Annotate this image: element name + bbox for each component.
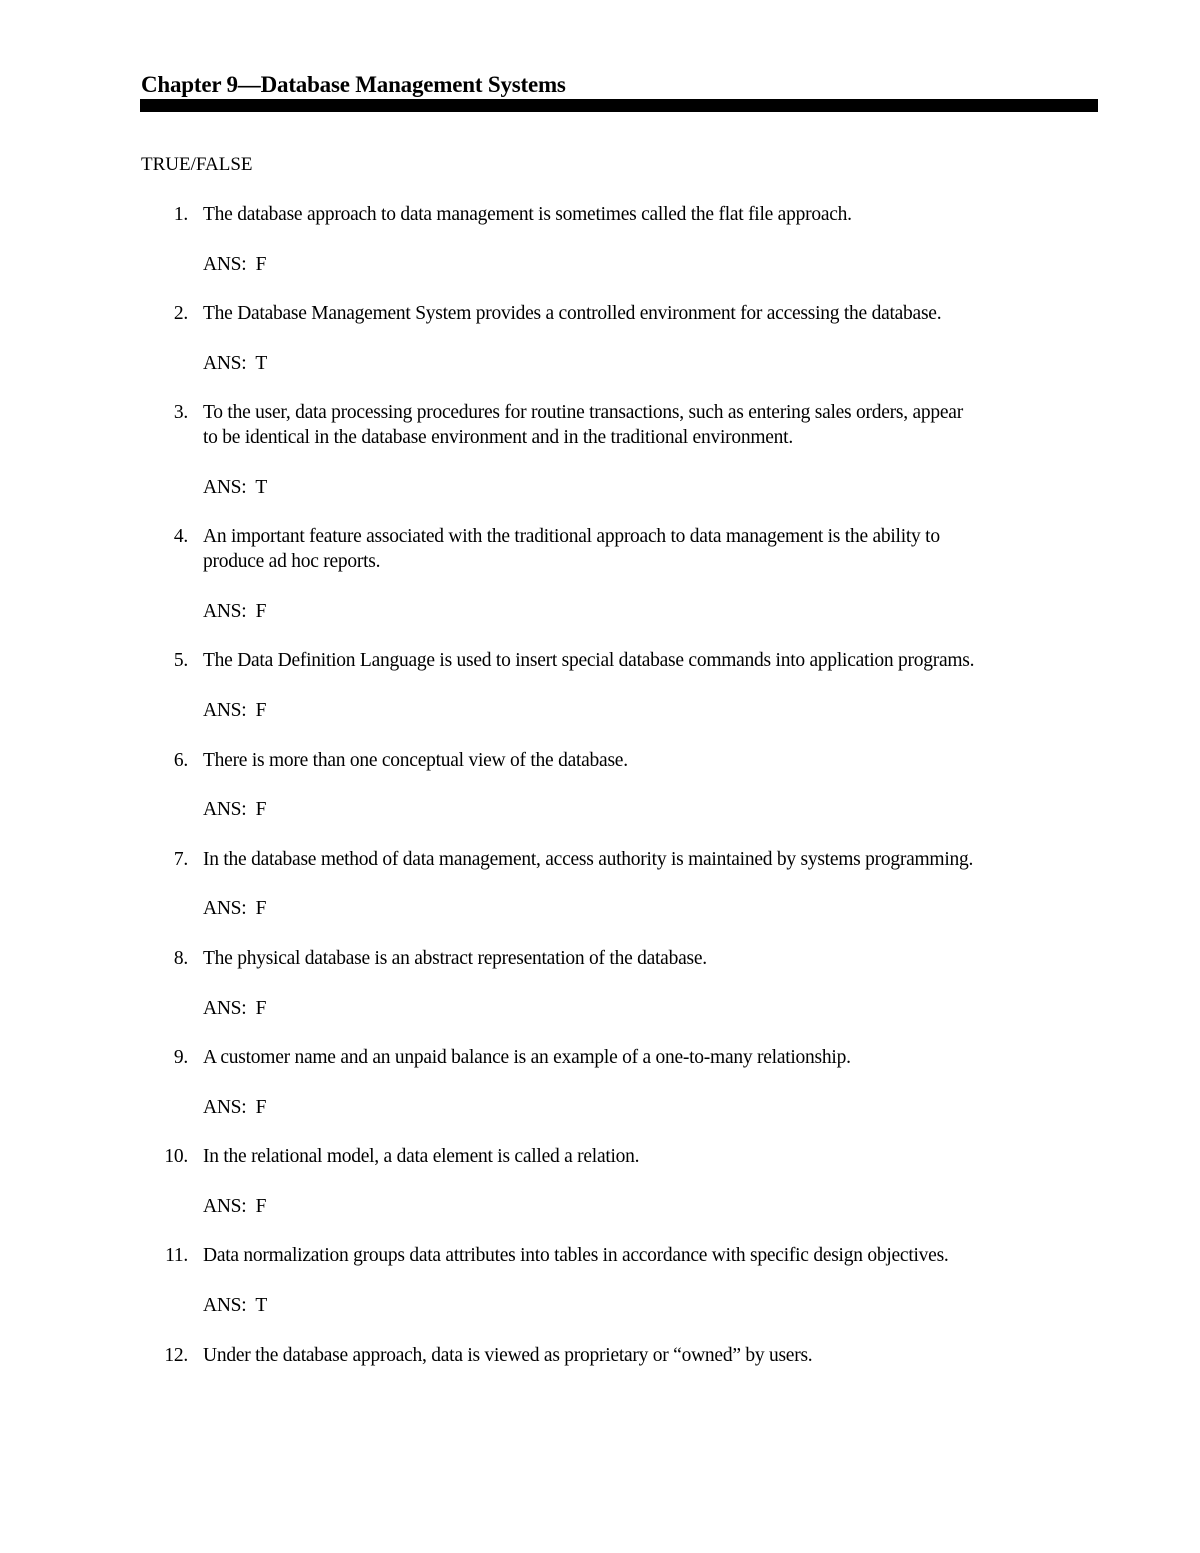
chapter-title: Chapter 9—Database Management Systems <box>141 72 566 97</box>
question-item <box>140 749 1100 823</box>
question-number: 5. <box>173 650 188 672</box>
question-text: An important feature associated with the traditional approach to data management is the ability to <box>203 526 940 548</box>
question-list <box>140 203 1100 1393</box>
question-text: In the database method of data management, access authority is maintained by systems programming. <box>203 848 974 870</box>
question-text: There is more than one conceptual view of the database. <box>203 749 628 771</box>
question-item <box>140 401 1100 500</box>
answer-text: ANS: T <box>203 352 267 374</box>
answer-text: ANS: F <box>203 600 267 622</box>
question-item <box>140 1145 1100 1219</box>
title-rule <box>140 99 1098 112</box>
question-number: 6. <box>173 749 188 771</box>
question-number: 4. <box>173 526 188 548</box>
answer-text: ANS: F <box>203 1195 267 1217</box>
answer-text: ANS: T <box>203 476 267 498</box>
question-number: 7. <box>173 848 188 870</box>
answer-text: ANS: F <box>203 253 267 275</box>
question-text: to be identical in the database environment and in the traditional environment. <box>203 427 793 449</box>
question-number: 1. <box>173 204 188 225</box>
answer-text: ANS: F <box>203 997 267 1019</box>
question-text: The physical database is an abstract representation of the database. <box>203 947 707 969</box>
question-item <box>140 649 1100 723</box>
question-number: 11. <box>165 1245 188 1267</box>
answer-text: ANS: F <box>203 799 267 821</box>
question-text: The Database Management System provides a controlled environment for accessing the database. <box>203 303 942 325</box>
question-item <box>140 302 1100 376</box>
question-item <box>140 1344 1100 1369</box>
question-item <box>140 1046 1100 1120</box>
question-item <box>140 525 1100 624</box>
question-text: The Data Definition Language is used to insert special database commands into application programs. <box>203 650 975 672</box>
section-heading: TRUE/FALSE <box>141 154 253 175</box>
answer-text: ANS: F <box>203 1096 267 1118</box>
answer-text: ANS: F <box>203 699 267 721</box>
question-item <box>140 1244 1100 1318</box>
question-item <box>140 203 1100 277</box>
question-text: To the user, data processing procedures for routine transactions, such as entering sales orders, appear <box>203 402 963 424</box>
question-text: produce ad hoc reports. <box>203 551 381 573</box>
answer-text: ANS: F <box>203 898 267 920</box>
question-number: 8. <box>173 947 188 969</box>
question-number: 3. <box>173 402 188 424</box>
question-text: Data normalization groups data attributes into tables in accordance with specific design objectives. <box>203 1245 949 1267</box>
question-number: 10. <box>164 1146 188 1168</box>
question-text: A customer name and an unpaid balance is an example of a one-to-many relationship. <box>203 1047 851 1069</box>
question-item <box>140 947 1100 1021</box>
question-text: In the relational model, a data element is called a relation. <box>203 1146 640 1168</box>
question-text: The database approach to data management is sometimes called the flat file approach. <box>203 204 852 225</box>
question-item <box>140 848 1100 922</box>
answer-text: ANS: T <box>203 1295 267 1317</box>
question-number: 9. <box>173 1047 188 1069</box>
question-number: 2. <box>173 303 188 325</box>
question-text: Under the database approach, data is viewed as proprietary or “owned” by users. <box>203 1344 813 1366</box>
question-number: 12. <box>164 1344 188 1366</box>
